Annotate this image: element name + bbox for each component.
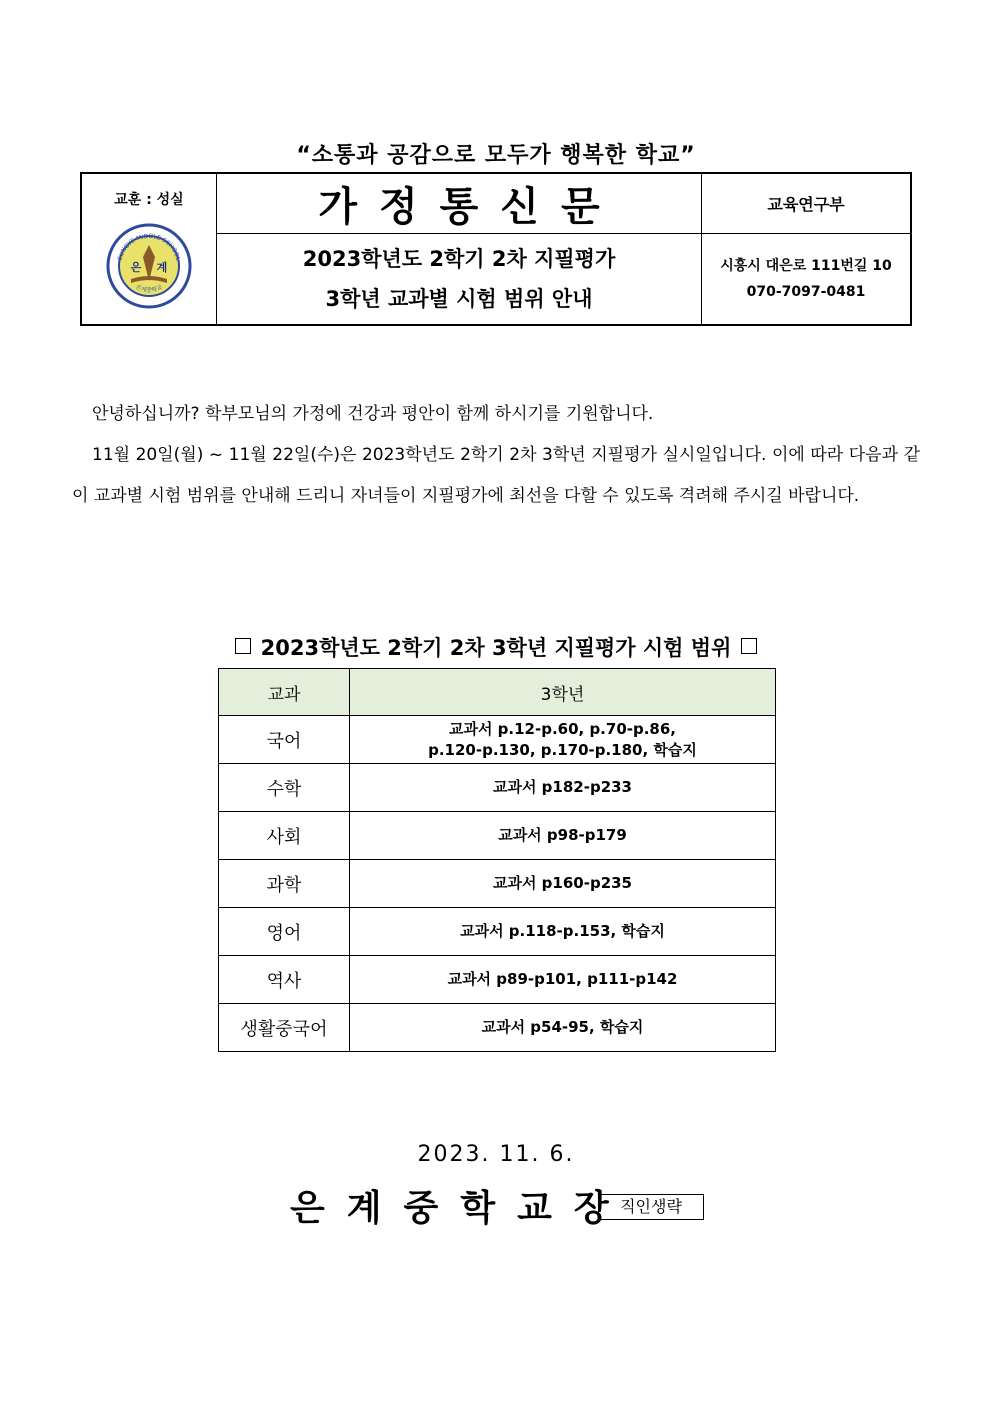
subject-cell: 영어 bbox=[219, 908, 350, 956]
svg-text:EUNGYE MIDDLE SCHOOL: EUNGYE MIDDLE SCHOOL bbox=[116, 232, 182, 262]
notice-paragraph: 11월 20일(월) ~ 11월 22일(수)은 2023학년도 2학기 2차 3학년 지필평가 실시일입니다. 이에 따라 다음과 같이 교과별 시험 범위를 안내해 드리니 자녀들이 지필평가에 최선을 다할 수 있도록 격려해 주시길 바랍니다. bbox=[72, 445, 920, 506]
svg-text:은계중학교: 은계중학교 bbox=[134, 283, 164, 295]
square-bullet-icon bbox=[741, 638, 757, 654]
square-bullet-icon bbox=[235, 638, 251, 654]
range-cell: 교과서 p.118-p.153, 학습지 bbox=[350, 908, 776, 956]
table-row bbox=[219, 908, 776, 956]
table-header-row bbox=[219, 669, 776, 716]
subtitle-cell bbox=[217, 233, 702, 325]
subtitle-line-1: 2023학년도 2학기 2차 지필평가 bbox=[302, 246, 616, 271]
svg-text:은: 은 bbox=[130, 261, 142, 274]
seal-omitted-note: 직인생략 bbox=[598, 1194, 704, 1220]
table-row bbox=[219, 716, 776, 764]
column-header-subject: 교과 bbox=[219, 669, 350, 716]
table-row bbox=[219, 1004, 776, 1052]
column-header-grade: 3학년 bbox=[350, 669, 776, 716]
range-cell: 교과서 p54-95, 학습지 bbox=[350, 1004, 776, 1052]
table-row bbox=[219, 860, 776, 908]
range-cell: 교과서 p89-p101, p111-p142 bbox=[350, 956, 776, 1004]
schedule-title: 2023학년도 2학기 2차 3학년 지필평가 시험 범위 bbox=[0, 632, 992, 662]
subtitle-line-2: 3학년 교과별 시험 범위 안내 bbox=[325, 286, 593, 311]
newsletter-header bbox=[80, 172, 912, 326]
range-cell: 교과서 p160-p235 bbox=[350, 860, 776, 908]
school-slogan: “소통과 공감으로 모두가 행복한 학교” bbox=[296, 143, 696, 168]
department-cell bbox=[702, 173, 912, 233]
school-motto-cell bbox=[81, 173, 217, 325]
subject-cell: 생활중국어 bbox=[219, 1004, 350, 1052]
principal-signature: 은계중학교장 bbox=[290, 1188, 631, 1229]
newsletter-title: 가정통신문 bbox=[318, 183, 622, 230]
school-motto: 교훈 : 성실 bbox=[114, 192, 184, 208]
exam-range-table bbox=[218, 668, 776, 1052]
department: 교육연구부 bbox=[767, 194, 845, 214]
table-row bbox=[219, 956, 776, 1004]
subject-cell: 수학 bbox=[219, 764, 350, 812]
issue-date: 2023. 11. 6. bbox=[417, 1142, 575, 1167]
subject-cell: 사회 bbox=[219, 812, 350, 860]
contact-cell bbox=[702, 233, 912, 325]
subject-cell: 역사 bbox=[219, 956, 350, 1004]
table-row bbox=[219, 812, 776, 860]
subject-cell: 과학 bbox=[219, 860, 350, 908]
school-address: 시흥시 대은로 111번길 10 bbox=[720, 257, 892, 274]
svg-text:계: 계 bbox=[156, 261, 168, 274]
title-cell bbox=[217, 173, 702, 233]
school-phone: 070-7097-0481 bbox=[746, 283, 866, 300]
range-cell: 교과서 p.12-p.60, p.70-p.86, p.120-p.130, p.170-p.180, 학습지 bbox=[350, 716, 776, 764]
subject-cell: 국어 bbox=[219, 716, 350, 764]
table-row bbox=[219, 764, 776, 812]
range-cell: 교과서 p98-p179 bbox=[350, 812, 776, 860]
school-emblem-icon bbox=[106, 223, 192, 309]
greeting-paragraph: 안녕하십니까? 학부모님의 가정에 건강과 평안이 함께 하시기를 기원합니다. bbox=[92, 404, 654, 424]
range-cell: 교과서 p182-p233 bbox=[350, 764, 776, 812]
letter-body bbox=[72, 394, 920, 517]
